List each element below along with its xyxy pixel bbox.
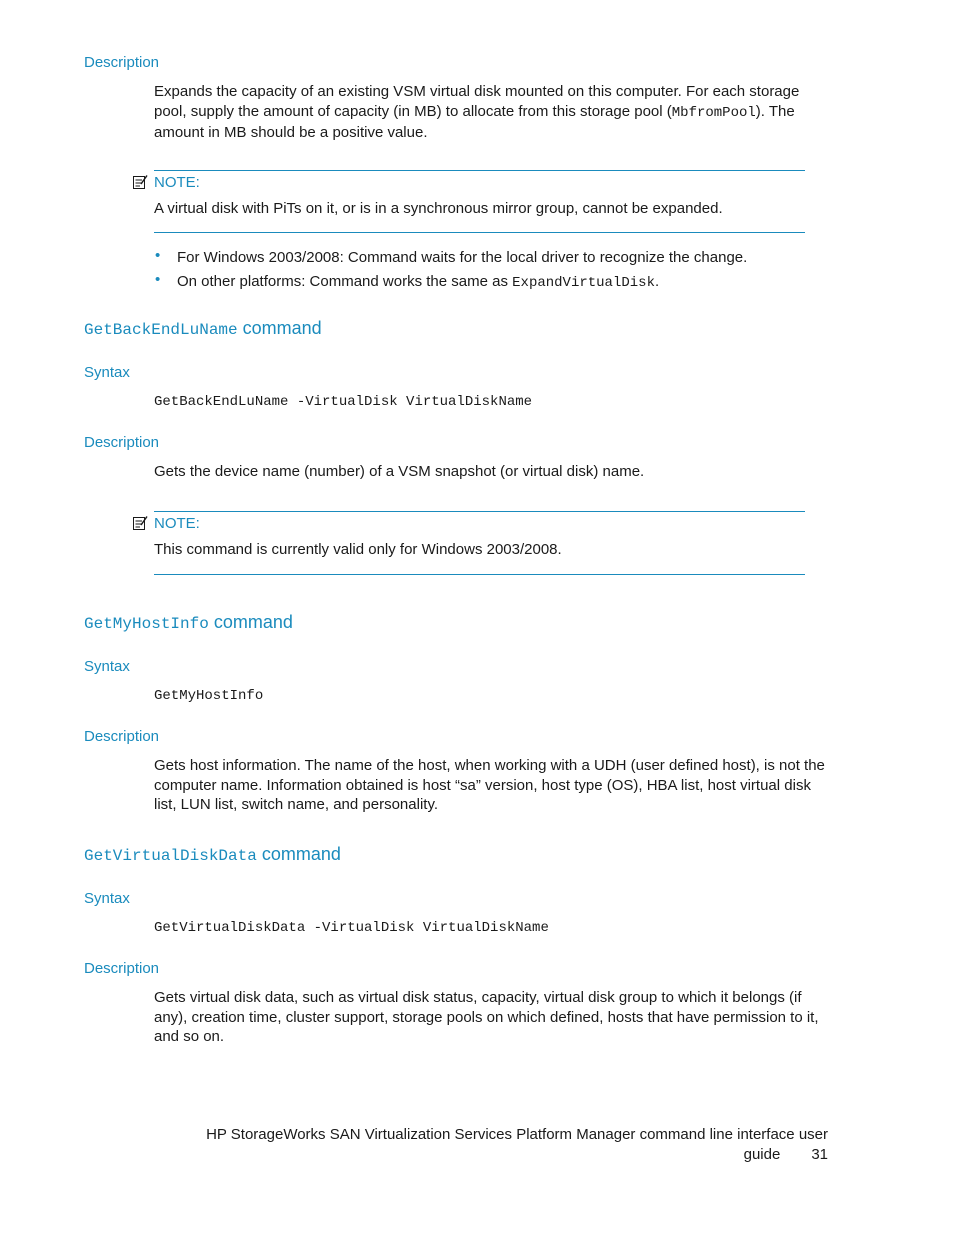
inline-code: MbfromPool: [671, 104, 756, 121]
inline-code: ExpandVirtualDisk: [512, 275, 655, 291]
heading-command-name: GetBackEndLuName: [84, 321, 238, 339]
footer-title-line2: [128, 1145, 828, 1165]
description-label: Description: [84, 54, 160, 71]
note-top-rule: [154, 511, 805, 512]
note-top-rule: [154, 170, 805, 171]
syntax-label: Syntax: [84, 890, 130, 907]
syntax-code: GetVirtualDiskData -VirtualDisk VirtualDiskName: [154, 920, 549, 936]
heading-command-name: GetVirtualDiskData: [84, 847, 257, 865]
section-heading: [84, 318, 322, 339]
note-text: A virtual disk with PiTs on it, or is in a synchronous mirror group, cannot be expanded.: [154, 200, 723, 217]
note-text: This command is currently valid only for Windows 2003/2008.: [154, 541, 562, 558]
heading-command-name: GetMyHostInfo: [84, 615, 209, 633]
description-part: Expands the capacity of an existing VSM virtual disk mounted on this computer. For each storage pool, supply the amount of capacity (in MB) to allocate from this storage pool (: [154, 83, 800, 120]
syntax-code: GetMyHostInfo: [154, 688, 264, 704]
section-heading: [84, 844, 341, 865]
note-pad-icon: [132, 515, 148, 531]
description-text: Gets the device name (number) of a VSM snapshot (or virtual disk) name.: [154, 463, 645, 480]
bullet-dot: •: [155, 247, 161, 264]
bullet-text: .: [654, 273, 660, 290]
heading-word: command: [256, 844, 341, 864]
note-pad-icon: [132, 174, 148, 190]
footer-title-end: guide: [743, 1145, 781, 1163]
bullet-item: [177, 272, 817, 294]
footer-title: HP StorageWorks SAN Virtualization Services Platform Manager command line interface user: [206, 1126, 828, 1143]
section-heading: [84, 612, 293, 633]
description-label: Description: [84, 434, 160, 451]
heading-word: command: [237, 318, 322, 338]
note-label: NOTE:: [154, 174, 200, 191]
note-bottom-rule: [154, 232, 805, 233]
heading-word: command: [208, 612, 293, 632]
bullet-text: On other platforms: Command works the same as: [177, 273, 513, 290]
bullet-dot: •: [155, 271, 161, 288]
description-text: Gets host information. The name of the host, when working with a UDH (user defined host), is not the computer name. Information obtained is host “sa” version, host type (OS), HBA list, host virtual disk list, LUN list, switch name, and personality.: [154, 757, 825, 813]
page-number: 31: [811, 1145, 828, 1163]
note-label: NOTE:: [154, 515, 200, 532]
syntax-label: Syntax: [84, 658, 130, 675]
description-label: Description: [84, 960, 160, 977]
description-part: ). The amount in MB should be a positive value.: [154, 102, 795, 141]
syntax-label: Syntax: [84, 364, 130, 381]
description-text: [154, 82, 830, 143]
syntax-code: GetBackEndLuName -VirtualDisk VirtualDiskName: [154, 394, 533, 410]
note-bottom-rule: [154, 574, 805, 575]
bullet-item: For Windows 2003/2008: Command waits for the local driver to recognize the change.: [177, 249, 748, 266]
page-footer: [128, 1125, 828, 1164]
description-text: Gets virtual disk data, such as virtual disk status, capacity, virtual disk group to which it belongs (if any), creation time, cluster support, storage pools on which defined, hosts that have permission to it, and so on.: [154, 989, 819, 1045]
description-label: Description: [84, 728, 160, 745]
